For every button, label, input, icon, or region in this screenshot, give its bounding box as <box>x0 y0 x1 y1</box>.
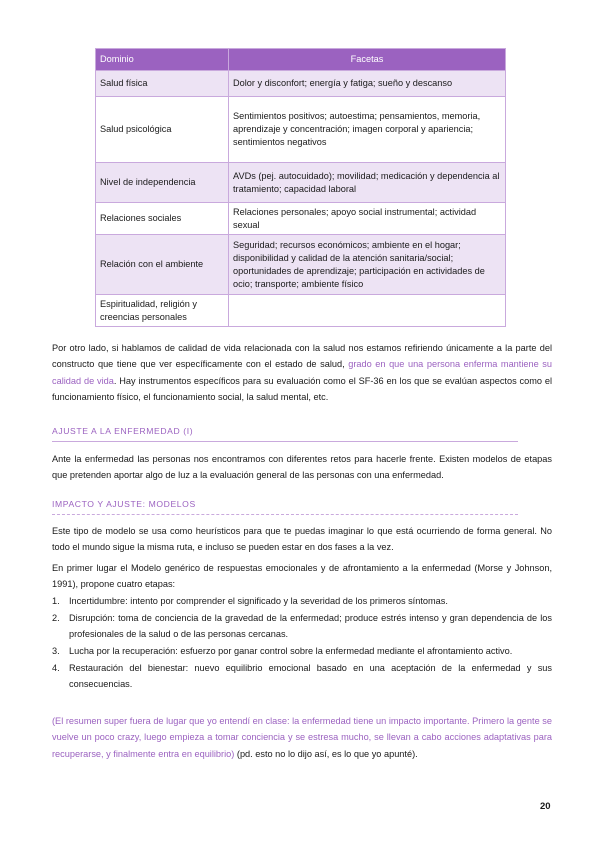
subsection-heading: IMPACTO Y AJUSTE: MODELOS <box>52 499 518 515</box>
table-cell-domain: Nivel de independencia <box>96 163 229 203</box>
table-header-facets: Facetas <box>229 49 506 71</box>
table-row <box>96 71 506 97</box>
list-item <box>52 660 552 692</box>
stages-list <box>52 593 552 693</box>
list-number: 4. <box>52 663 60 673</box>
list-number: 1. <box>52 596 60 606</box>
table-cell-facets: Sentimientos positivos; autoestima; pensamientos, memoria, aprendizaje y concentración; imagen corporal y apariencia; sentimientos negativos <box>229 97 506 163</box>
paragraph-text: . Hay instrumentos específicos para su evaluación como el SF-36 en los que se evalúan aspectos como el funcionamiento físico, el funcionamiento social, la salud mental, etc. <box>52 375 552 402</box>
table-cell-facets: Seguridad; recursos económicos; ambiente en el hogar; disponibilidad y calidad de la atención sanitaria/social; oportunidades de aprendizaje; participación en actividades de ocio; transporte; ambiente físico <box>229 235 506 295</box>
list-item <box>52 643 552 659</box>
section-heading: AJUSTE A LA ENFERMEDAD (I) <box>52 426 518 442</box>
list-text: Disrupción: toma de conciencia de la gravedad de la enfermedad; produce estrés intenso y gran dependencia de los profesionales de la salud o de las personas cercanas. <box>69 613 552 639</box>
paragraph-text: (pd. esto no lo dijo así, es lo que yo apunté). <box>234 748 418 759</box>
table-cell-domain: Salud psicológica <box>96 97 229 163</box>
list-number: 2. <box>52 613 60 623</box>
table-cell-domain: Relación con el ambiente <box>96 235 229 295</box>
highlighted-text: (El resumen super fuera de lugar que yo entendí en clase: la enfermedad tiene un impacto importante. Primero la gente se vuelve un poco crazy, luego empieza a tomar conciencia y se estresa mucho, se llevan a cabo acciones adaptativas para recuperarse, y finalmente entra en equilibrio) <box>52 716 552 759</box>
table-header-row <box>96 49 506 71</box>
highlighted-text: grado en que una persona enferma mantiene su calidad de vida <box>52 359 552 386</box>
table-cell-facets: Dolor y disconfort; energía y fatiga; sueño y descanso <box>229 71 506 97</box>
table-cell-facets: Relaciones personales; apoyo social instrumental; actividad sexual <box>229 203 506 235</box>
page-number: 20 <box>540 801 551 812</box>
paragraph-text: Por otro lado, si hablamos de calidad de vida relacionada con la salud nos estamos refiriendo únicamente a la parte del constructo que tiene que ver específicamente con el estado de salud, <box>52 343 552 370</box>
table-header-domain: Dominio <box>96 49 229 71</box>
list-item <box>52 593 552 609</box>
paragraph-models: Este tipo de modelo se usa como heurísticos para que te puedas imaginar lo que está ocurriendo de forma general. No todo el mundo sigue la misma ruta, e incluso se pueden estar en dos fases a la vez. <box>52 526 552 553</box>
table-row <box>96 295 506 327</box>
table-cell-domain: Relaciones sociales <box>96 203 229 235</box>
paragraph-adjustment: Ante la enfermedad las personas nos encontramos con diferentes retos para hacerle frente. Existen modelos de etapas que pretenden aportar algo de luz a la evaluación general de las personas con una enfermedad. <box>52 454 552 481</box>
table-row <box>96 97 506 163</box>
paragraph-morse-johnson: En primer lugar el Modelo genérico de respuestas emocionales y de afrontamiento a la enfermedad (Morse y Johnson, 1991), propone cuatro etapas: <box>52 563 552 590</box>
table-row <box>96 235 506 295</box>
table-cell-facets: AVDs (pej. autocuidado); movilidad; medicación y dependencia al tratamiento; capacidad laboral <box>229 163 506 203</box>
paragraph-note <box>52 713 552 762</box>
list-item <box>52 610 552 642</box>
list-text: Lucha por la recuperación: esfuerzo por ganar control sobre la enfermedad mediante el afrontamiento activo. <box>69 646 513 656</box>
domains-facets-table <box>95 48 506 327</box>
paragraph-hrqol <box>52 340 552 405</box>
list-text: Restauración del bienestar: nuevo equilibrio emocional basado en una aceptación de la enfermedad y sus consecuencias. <box>69 663 552 689</box>
list-text: Incertidumbre: intento por comprender el significado y la severidad de los primeros síntomas. <box>69 596 448 606</box>
table-cell-facets <box>229 295 506 327</box>
table-cell-domain: Salud física <box>96 71 229 97</box>
list-number: 3. <box>52 646 60 656</box>
table-cell-domain: Espiritualidad, religión y creencias personales <box>96 295 229 327</box>
table-row <box>96 163 506 203</box>
table-row <box>96 203 506 235</box>
